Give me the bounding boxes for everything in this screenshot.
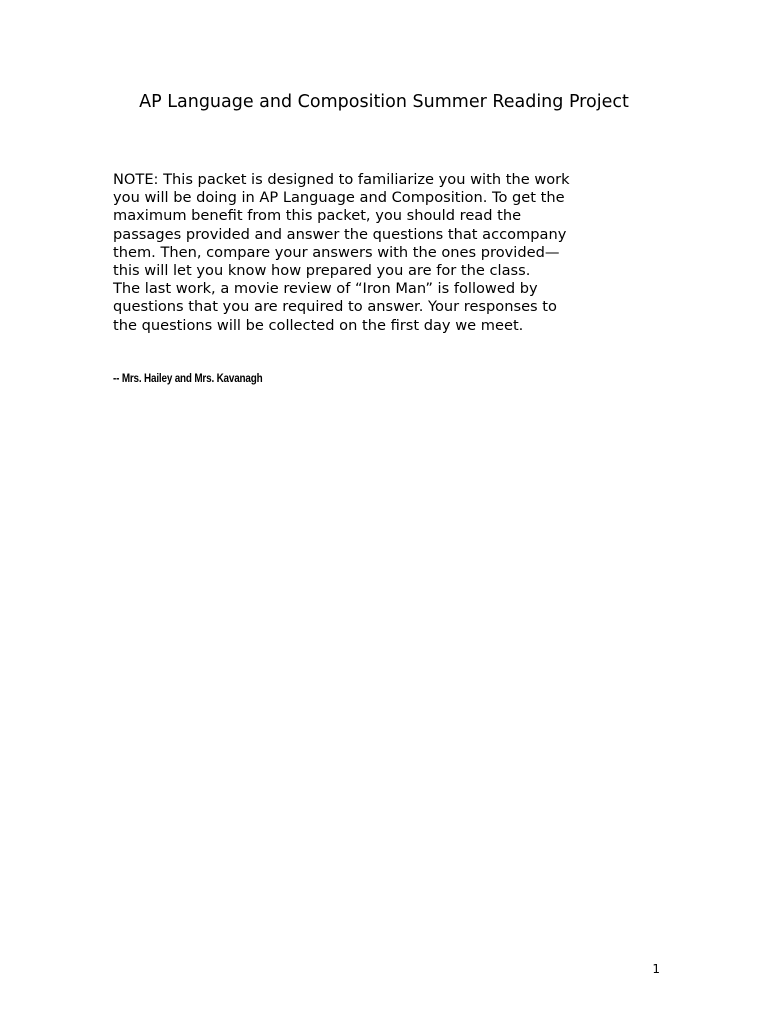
note-line: The last work, a movie review of “Iron Man” is followed by [113,280,538,298]
document-title: AP Language and Composition Summer Reading Project [139,92,629,112]
signature: -- Mrs. Hailey and Mrs. Kavanagh [113,373,263,385]
note-line: passages provided and answer the questions that accompany [113,225,567,243]
note-line: questions that you are required to answer. Your responses to [113,298,557,316]
note-line: this will let you know how prepared you are for the class. [113,262,531,280]
note-line: them. Then, compare your answers with the ones provided— [113,243,560,261]
page-number: 1 [652,962,660,976]
note-line: NOTE: This packet is designed to familiarize you with the work [113,171,570,188]
note-line: you will be doing in AP Language and Composition. To get the [113,189,565,207]
note-paragraph [113,171,653,335]
note-line: maximum benefit from this packet, you should read the [113,207,522,225]
note-line: the questions will be collected on the first day we meet. [113,316,524,334]
